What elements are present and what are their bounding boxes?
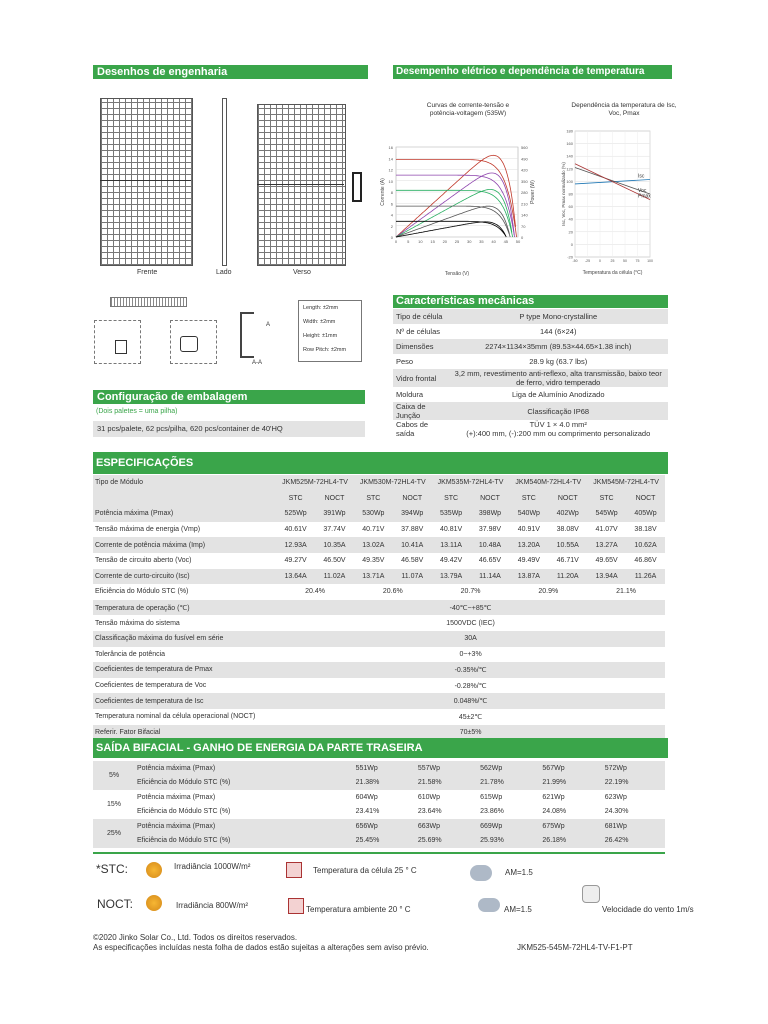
spec-value: 10.35A bbox=[323, 541, 346, 549]
x-tick-label: 5 bbox=[407, 239, 410, 244]
x-tick-label: 25 bbox=[610, 259, 615, 263]
sun-icon-noct bbox=[146, 895, 162, 911]
y2-tick-label: 140 bbox=[521, 212, 528, 218]
spec-value: 13.79A bbox=[440, 572, 463, 580]
table-row bbox=[93, 693, 665, 709]
model-name: JKM525M-72HL4-TV bbox=[282, 479, 348, 487]
table-row bbox=[93, 709, 665, 725]
x-tick-label: 50 bbox=[515, 239, 521, 244]
spec-value: 37.74V bbox=[323, 526, 346, 534]
bif-value: 23.86% bbox=[480, 808, 504, 816]
spec-value: 13.11A bbox=[440, 541, 462, 549]
bif-label: Eficiência do Módulo STC (%) bbox=[137, 779, 231, 787]
bif-value: 621Wp bbox=[542, 793, 565, 801]
mech-label: Nº de células bbox=[396, 327, 441, 336]
spec-value: 13.20A bbox=[517, 541, 540, 549]
bif-value: 21.58% bbox=[417, 779, 442, 787]
spec-label: Coeficientes de temperatura de Pmax bbox=[95, 666, 213, 674]
table-row bbox=[93, 834, 665, 849]
spec-value: 49.35V bbox=[362, 557, 385, 565]
spec-label: Classificação máxima do fusível em série bbox=[95, 635, 224, 643]
x-tick-label: 30 bbox=[466, 239, 472, 244]
back-label: Verso bbox=[293, 269, 311, 276]
spec-label: Corrente de potência máxima (Imp) bbox=[95, 541, 206, 549]
spec-value: 46.50V bbox=[323, 557, 346, 565]
noct-label: NOCT bbox=[635, 494, 656, 502]
noct-label: NOCT bbox=[324, 494, 345, 502]
spec-label: Tensão máxima do sistema bbox=[95, 619, 180, 627]
aa-label: A-A bbox=[252, 360, 263, 366]
y-tick-label: 180 bbox=[566, 128, 573, 134]
table-row bbox=[93, 600, 665, 616]
spec-value: 37.88V bbox=[401, 526, 424, 534]
x-tick-label: 40 bbox=[491, 239, 496, 244]
spec-value: 41.07V bbox=[595, 526, 618, 534]
spec-value: 46.58V bbox=[401, 557, 424, 565]
bifacial-table bbox=[93, 761, 665, 848]
stc-label: STC bbox=[521, 494, 536, 502]
stc-label: STC bbox=[288, 494, 303, 502]
spec-value: 40.61V bbox=[284, 526, 307, 534]
irradiance-noct: Irradiância 800W/m² bbox=[176, 901, 249, 910]
stc-label: STC bbox=[599, 494, 614, 502]
bif-value: 604Wp bbox=[355, 793, 378, 801]
spec-value: 20.4% bbox=[305, 588, 325, 596]
spec-value: 46.71V bbox=[556, 557, 579, 565]
temp-chart-title: Dependência da temperatura de Isc, Voc, Pmax bbox=[571, 102, 677, 117]
cloud-icon bbox=[470, 865, 492, 881]
mech-value: TÜV 1 × 4.0 mm² (+):400 mm, (-):200 mm ou comprimento personalizado bbox=[466, 420, 651, 438]
spec-header-label: Tipo de Módulo bbox=[95, 479, 143, 487]
bif-value: 25.69% bbox=[417, 837, 442, 845]
packaging-header: Configuração de embalagem bbox=[93, 390, 365, 404]
y-tick-label: -20 bbox=[567, 254, 573, 260]
model-name: JKM535M-72HL4-TV bbox=[437, 479, 504, 487]
noct-label: NOCT bbox=[402, 494, 423, 502]
noct-label: NOCT bbox=[557, 494, 578, 502]
bif-value: 21.78% bbox=[480, 779, 504, 787]
spec-label: Eficiência do Módulo STC (%) bbox=[95, 588, 189, 596]
y2-tick-label: 280 bbox=[521, 190, 528, 195]
y-axis-label: Isc, Voc, Pmax normalizado (%) bbox=[561, 162, 566, 226]
a-label: A bbox=[266, 322, 271, 328]
spec-value: 394Wp bbox=[401, 510, 424, 518]
table-row bbox=[393, 402, 668, 420]
spec-value: 0.048%/℃ bbox=[453, 698, 488, 706]
mech-value: Classificação IP68 bbox=[527, 406, 590, 416]
bif-value: 615Wp bbox=[480, 793, 503, 801]
x-tick-label: 35 bbox=[479, 239, 484, 244]
stc-label: *STC: bbox=[96, 862, 129, 876]
spec-value: 1500VDC (IEC) bbox=[446, 619, 495, 627]
frame-profile-drawing bbox=[240, 312, 254, 358]
mech-label: Cabos de saída bbox=[396, 420, 429, 438]
bif-value: 572Wp bbox=[604, 764, 627, 772]
spec-value: 70±5% bbox=[459, 728, 482, 736]
engineering-header: Desenhos de engenharia bbox=[93, 65, 368, 79]
panel-front-drawing bbox=[100, 98, 193, 266]
mech-value: P type Mono-crystalline bbox=[519, 312, 598, 321]
bif-value: 25.93% bbox=[480, 837, 504, 845]
spec-value: 11.20A bbox=[556, 572, 579, 580]
y-tick-label: 160 bbox=[566, 141, 573, 147]
mech-value: 28.9 kg (63.7 lbs) bbox=[529, 357, 588, 366]
bif-label: Potência máxima (Pmax) bbox=[137, 764, 216, 772]
spec-value: 545Wp bbox=[595, 510, 618, 518]
y-tick-label: 120 bbox=[566, 166, 573, 172]
bif-label: Eficiência do Módulo STC (%) bbox=[137, 808, 231, 816]
spec-label: Temperatura de operação (℃) bbox=[95, 604, 190, 612]
x-axis-label: Temperatura da célula (°C) bbox=[582, 270, 643, 276]
spec-value: 10.55A bbox=[556, 541, 579, 549]
y2-tick-label: 0 bbox=[521, 235, 524, 240]
noct-label: NOCT bbox=[480, 494, 500, 502]
spec-value: 11.14A bbox=[479, 572, 501, 580]
bif-value: 24.30% bbox=[604, 808, 629, 816]
bif-value: 623Wp bbox=[604, 793, 627, 801]
spec-value: 402Wp bbox=[556, 510, 579, 518]
iv-chart-title: Curvas de corrente-tensão e potência-voltagem (535W) bbox=[426, 102, 510, 117]
y2-tick-label: 350 bbox=[521, 178, 528, 184]
wind-icon bbox=[582, 885, 600, 903]
y-tick-label: 80 bbox=[568, 191, 573, 197]
bif-value: 669Wp bbox=[480, 822, 503, 830]
y2-tick-label: 560 bbox=[521, 145, 528, 150]
y-tick-label: 40 bbox=[568, 216, 573, 222]
spec-value: 540Wp bbox=[517, 510, 540, 518]
table-row bbox=[393, 309, 668, 324]
table-row bbox=[93, 584, 665, 600]
cloud-icon-noct bbox=[478, 898, 500, 912]
spec-value: -0.28%/℃ bbox=[454, 682, 487, 690]
bif-value: 25.45% bbox=[355, 837, 380, 845]
temp-chart bbox=[555, 125, 673, 280]
sun-icon bbox=[146, 862, 162, 878]
y-tick-label: 100 bbox=[566, 178, 573, 184]
bif-value: 22.19% bbox=[604, 779, 629, 787]
spec-value: 13.02A bbox=[362, 541, 385, 549]
spec-value: -0.35%/℃ bbox=[454, 666, 487, 674]
spec-value: 13.64A bbox=[284, 572, 307, 580]
bif-value: 26.42% bbox=[604, 837, 629, 845]
bif-value: 23.64% bbox=[417, 808, 442, 816]
bif-label: Potência máxima (Pmax) bbox=[137, 822, 216, 830]
am-noct: AM=1.5 bbox=[504, 905, 532, 914]
y-tick-label: 0 bbox=[570, 241, 573, 247]
thermometer-icon-noct bbox=[288, 898, 304, 914]
y2-axis-label: Power (W) bbox=[530, 180, 536, 204]
table-row bbox=[93, 647, 665, 663]
spec-value: 38.18V bbox=[634, 526, 657, 534]
cell-temp-stc: Temperatura da célula 25 ° C bbox=[313, 866, 417, 875]
bif-value: 24.08% bbox=[542, 808, 567, 816]
panel-back-drawing bbox=[257, 104, 346, 266]
table-row bbox=[393, 324, 668, 339]
spec-value: 38.08V bbox=[556, 526, 579, 534]
spec-value: 11.26A bbox=[634, 572, 657, 580]
thermometer-icon bbox=[286, 862, 302, 878]
y-tick-label: 2 bbox=[390, 223, 393, 229]
spec-label: Coeficientes de temperatura de Isc bbox=[95, 697, 204, 705]
x-tick-label: 100 bbox=[647, 259, 653, 263]
spec-value: 21.1% bbox=[616, 588, 637, 596]
y-tick-label: 6 bbox=[390, 201, 393, 207]
series-label: Voc bbox=[638, 188, 647, 194]
table-row bbox=[93, 553, 665, 569]
spec-value: 30A bbox=[464, 635, 477, 643]
x-tick-label: 10 bbox=[418, 239, 423, 244]
bif-value: 663Wp bbox=[417, 822, 441, 830]
spec-value: 405Wp bbox=[634, 510, 657, 518]
spec-value: 13.87A bbox=[517, 572, 540, 580]
mech-value: 3,2 mm, revestimento anti-reflexo, alta transmissão, baixo teor de ferro, vidro temperado bbox=[454, 369, 662, 387]
y-tick-label: 10 bbox=[388, 178, 393, 184]
table-row bbox=[93, 631, 665, 647]
y2-tick-label: 490 bbox=[521, 156, 528, 162]
panel-side-drawing bbox=[222, 98, 227, 266]
spec-label: Temperatura nominal da célula operacional (NOCT) bbox=[95, 713, 256, 721]
mech-label: Peso bbox=[396, 357, 414, 366]
junction-box bbox=[352, 172, 362, 202]
mechanical-header: Características mecânicas bbox=[393, 295, 668, 308]
spec-value: 40.91V bbox=[517, 526, 540, 534]
x-tick-label: 20 bbox=[442, 239, 448, 244]
table-row bbox=[93, 522, 665, 538]
model-name: JKM545M-72HL4-TV bbox=[593, 479, 659, 487]
y-tick-label: 0 bbox=[390, 235, 393, 240]
copyright: ©2020 Jinko Solar Co., Ltd. Todos os direitos reservados. bbox=[93, 933, 298, 942]
spec-value: 49.27V bbox=[284, 557, 307, 565]
mech-label: Moldura bbox=[396, 390, 424, 399]
x-tick-label: 45 bbox=[503, 239, 509, 244]
doc-code: JKM525-545M-72HL4-TV-F1-PT bbox=[517, 943, 633, 952]
bif-value: 21.99% bbox=[542, 779, 567, 787]
y-tick-label: 140 bbox=[566, 153, 573, 159]
x-tick-label: 75 bbox=[635, 259, 640, 263]
stc-label: STC bbox=[366, 494, 381, 502]
cable-drawing bbox=[110, 297, 187, 307]
bif-pct: 5% bbox=[108, 772, 120, 779]
table-row bbox=[93, 569, 665, 585]
bif-value: 567Wp bbox=[542, 764, 565, 772]
y-tick-label: 16 bbox=[388, 145, 393, 150]
table-row bbox=[93, 537, 665, 553]
spec-value: 0~+3% bbox=[459, 650, 482, 658]
model-name: JKM530M-72HL4-TV bbox=[359, 479, 426, 487]
table-row bbox=[93, 790, 665, 805]
table-row bbox=[93, 805, 665, 820]
wind-speed: Velocidade do vento 1m/s bbox=[602, 905, 694, 914]
mech-value: 2274×1134×35mm (89.53×44.65×1.38 inch) bbox=[485, 342, 632, 351]
table-row bbox=[93, 506, 665, 522]
x-axis-label: Tensão (V) bbox=[444, 271, 470, 277]
am-stc: AM=1.5 bbox=[505, 868, 533, 877]
spec-value: 49.49V bbox=[517, 557, 540, 565]
y-axis-label: Corrente (A) bbox=[380, 178, 386, 206]
spec-value: 535Wp bbox=[440, 510, 463, 518]
y-tick-label: 8 bbox=[390, 190, 393, 195]
bif-label: Eficiência do Módulo STC (%) bbox=[137, 837, 231, 845]
bif-value: 681Wp bbox=[604, 822, 627, 830]
spec-value: 530Wp bbox=[362, 510, 385, 518]
spec-label: Tensão de circuito aberto (Voc) bbox=[95, 557, 192, 565]
tolerance-box: Length: ±2mm Width: ±2mm Height: ±1mm Row Pitch: ±2mm bbox=[298, 300, 362, 362]
noct-label: NOCT: bbox=[97, 897, 133, 911]
y2-tick-label: 420 bbox=[521, 167, 528, 173]
spec-value: 20.9% bbox=[538, 588, 559, 596]
spec-value: 49.42V bbox=[440, 557, 463, 565]
x-tick-label: 15 bbox=[430, 239, 435, 244]
spec-label: Tolerância de potência bbox=[95, 650, 166, 658]
y-tick-label: 12 bbox=[388, 167, 393, 173]
packaging-text: 31 pcs/palete, 62 pcs/pilha, 620 pcs/container de 40'HQ bbox=[93, 421, 365, 437]
x-tick-label: 25 bbox=[454, 239, 460, 244]
spec-value: 13.94A bbox=[595, 572, 618, 580]
performance-header: Desempenho elétrico e dependência de temperatura bbox=[393, 65, 672, 79]
spec-value: 12.93A bbox=[284, 541, 307, 549]
y-tick-label: 14 bbox=[388, 156, 393, 162]
bif-pct: 15% bbox=[106, 801, 121, 808]
spec-value: 46.86V bbox=[634, 557, 657, 565]
spec-label: Tensão máxima de energia (Vmp) bbox=[95, 526, 201, 534]
table-row bbox=[393, 420, 668, 438]
spec-value: 40.81V bbox=[440, 526, 463, 534]
table-row bbox=[393, 387, 668, 402]
bif-value: 557Wp bbox=[417, 764, 441, 772]
table-row bbox=[93, 819, 665, 834]
bif-label: Potência máxima (Pmax) bbox=[137, 793, 216, 801]
spec-value: 40.71V bbox=[362, 526, 385, 534]
bif-value: 21.38% bbox=[355, 779, 380, 787]
table-row bbox=[93, 678, 665, 694]
spec-label: Coeficientes de temperatura de Voc bbox=[95, 682, 207, 690]
specs-table bbox=[93, 475, 665, 740]
bif-value: 562Wp bbox=[480, 764, 503, 772]
spec-value: 20.6% bbox=[382, 588, 403, 596]
bif-value: 610Wp bbox=[417, 793, 441, 801]
spec-value: 10.41A bbox=[401, 541, 424, 549]
mech-value: 144 (6×24) bbox=[539, 327, 577, 336]
spec-value: 10.48A bbox=[478, 541, 502, 549]
spec-value: 10.62A bbox=[634, 541, 657, 549]
table-row bbox=[393, 339, 668, 354]
spec-value: 11.07A bbox=[401, 572, 424, 580]
bif-value: 675Wp bbox=[542, 822, 565, 830]
y2-tick-label: 210 bbox=[521, 201, 528, 207]
spec-label: Referir. Fator Bifacial bbox=[95, 728, 161, 736]
mech-label: Caixa de Junção bbox=[396, 402, 426, 420]
mech-label: Vidro frontal bbox=[396, 373, 437, 383]
spec-value: 37.98V bbox=[478, 526, 502, 534]
spec-label: Potência máxima (Pmax) bbox=[95, 510, 174, 518]
ambient-temp-noct: Temperatura ambiente 20 ° C bbox=[306, 905, 411, 914]
mechanical-table bbox=[393, 309, 668, 438]
spec-label: Corrente de curto-circuito (Isc) bbox=[95, 572, 190, 580]
x-tick-label: 50 bbox=[623, 259, 627, 263]
table-row bbox=[93, 761, 665, 776]
iv-chart bbox=[378, 125, 553, 280]
disclaimer: As especificações incluídas nesta folha de dados estão sujeitas a alterações sem aviso prévio. bbox=[93, 943, 429, 952]
x-tick-label: -25 bbox=[584, 259, 591, 263]
front-label: Frente bbox=[137, 269, 158, 276]
x-tick-label: -50 bbox=[572, 259, 578, 263]
bif-value: 26.18% bbox=[542, 837, 567, 845]
table-row bbox=[93, 662, 665, 678]
series-label: Pmax bbox=[638, 193, 651, 200]
specs-header: ESPECIFICAÇÕES bbox=[93, 452, 668, 474]
stc-label: STC bbox=[444, 494, 459, 502]
spec-value: 46.65V bbox=[478, 557, 502, 565]
spec-value: 13.27A bbox=[595, 541, 618, 549]
bif-value: 551Wp bbox=[355, 764, 378, 772]
x-tick-label: 0 bbox=[394, 239, 398, 244]
bif-value: 23.41% bbox=[355, 808, 380, 816]
spec-value: 398Wp bbox=[478, 510, 502, 518]
table-row bbox=[393, 369, 668, 387]
x-tick-label: 0 bbox=[599, 259, 601, 263]
series-label: Isc bbox=[638, 173, 645, 180]
cell bbox=[93, 491, 276, 507]
spec-value: 45±2℃ bbox=[458, 713, 483, 721]
bifacial-header: SAÍDA BIFACIAL - GANHO DE ENERGIA DA PARTE TRASEIRA bbox=[93, 738, 668, 758]
spec-value: 49.65V bbox=[595, 557, 618, 565]
spec-value: 20.7% bbox=[460, 588, 481, 596]
y-tick-label: 4 bbox=[390, 212, 393, 218]
spec-value: 525Wp bbox=[284, 510, 307, 518]
mech-label: Tipo de célula bbox=[396, 312, 443, 321]
table-row bbox=[393, 354, 668, 369]
mech-label: Dimensões bbox=[396, 342, 434, 351]
spec-value: 13.71A bbox=[362, 572, 385, 580]
side-label: Lado bbox=[216, 269, 232, 276]
y-tick-label: 20 bbox=[568, 229, 573, 235]
packaging-note: (Dois paletes = uma pilha) bbox=[96, 408, 178, 415]
spec-value: 391Wp bbox=[323, 510, 346, 518]
spec-value: -40℃~+85℃ bbox=[449, 604, 492, 612]
irradiance-stc: Irradiância 1000W/m² bbox=[174, 862, 251, 871]
table-row bbox=[93, 776, 665, 791]
table-row bbox=[93, 615, 665, 631]
model-name: JKM540M-72HL4-TV bbox=[515, 479, 582, 487]
mech-value: Liga de Alumínio Anodizado bbox=[511, 390, 605, 399]
bif-pct: 25% bbox=[106, 830, 121, 837]
y-tick-label: 60 bbox=[568, 204, 573, 210]
bif-value: 656Wp bbox=[355, 822, 378, 830]
spec-value: 11.02A bbox=[323, 572, 346, 580]
y2-tick-label: 70 bbox=[521, 223, 526, 229]
